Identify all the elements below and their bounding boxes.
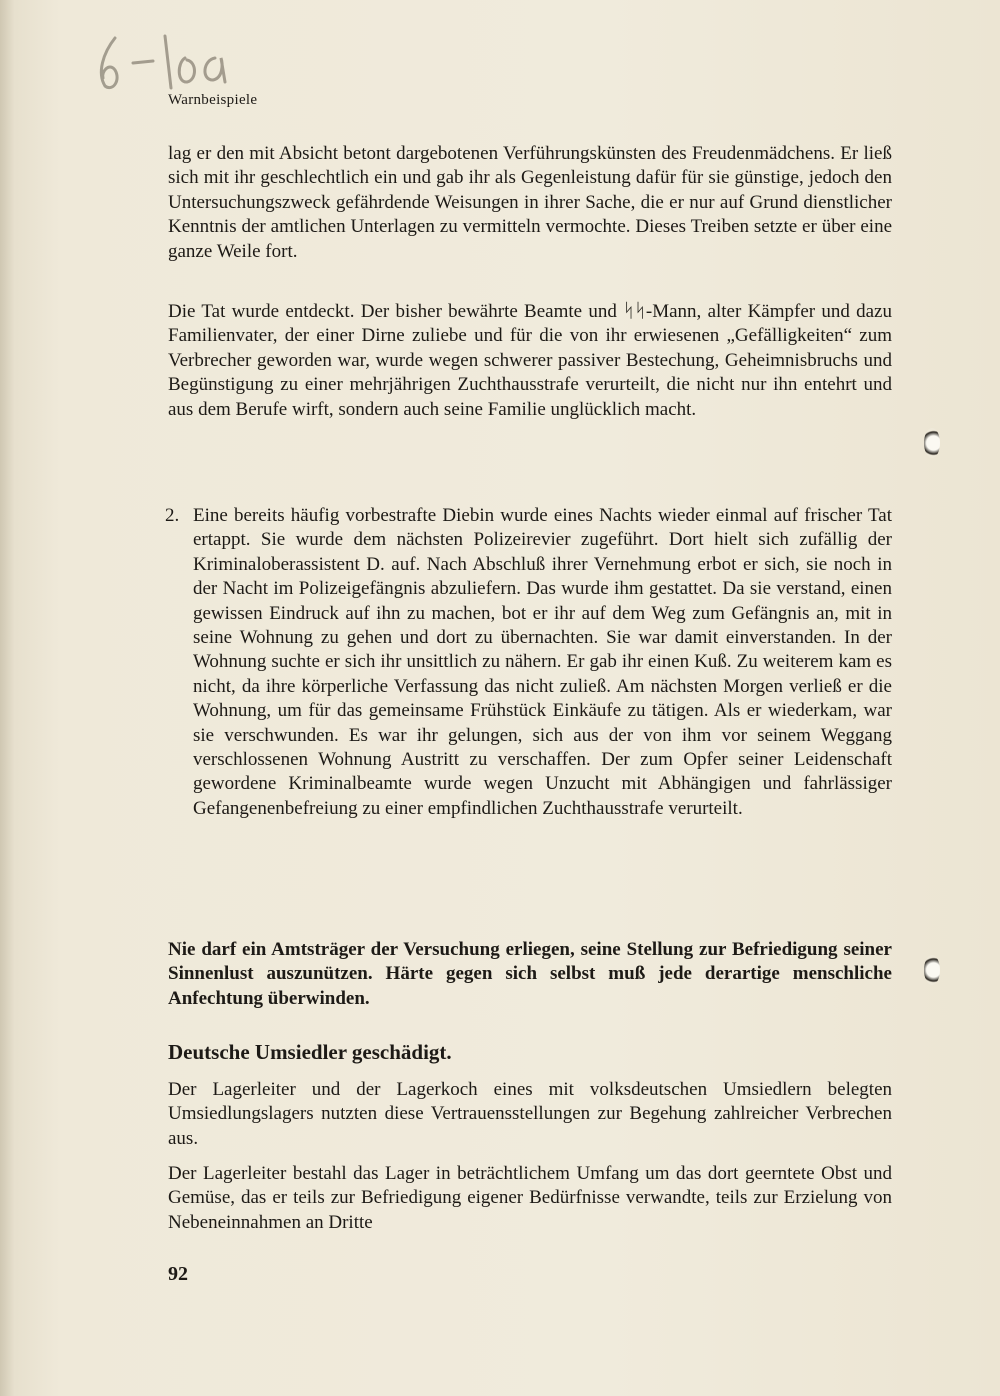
list-item-number: 2. [165, 505, 180, 526]
punch-hole [924, 428, 940, 458]
page-binding-edge [0, 0, 14, 1396]
punch-hole [924, 955, 940, 985]
paragraph: Die Tat wurde entdeckt. Der bisher bewährte Beamte und ᛋᛋ-Mann, alter Kämpfer und dazu Familienvater, der einer Dirne zuliebe und für die von ihr erwiesenen „Gefälligkeiten“ zum Verbrecher geworden war, wurde wegen schwerer passiver Bestechung, Geheimnisbruchs und Begünstigung zu einer mehrjährigen Zuchthausstrafe verurteilt, die nicht nur ihn entehrt und aus dem Berufe wirft, sondern auch seine Familie unglücklich macht. [168, 301, 892, 420]
handwritten-note [85, 18, 275, 98]
paragraph: Der Lagerleiter bestahl das Lager in beträchtlichem Umfang um das dort geerntete Obst und Gemüse, das er teils zur Befriedigung eigener Bedürfnisse verwandte, teils zur Erzielung von Nebeneinnahmen an Dritte [168, 1163, 892, 1233]
section-heading: Deutsche Umsiedler geschädigt. [168, 1040, 452, 1064]
paragraph: Der Lagerleiter und der Lagerkoch eines mit volksdeutschen Umsiedlern belegten Umsiedlungslagers nutzten diese Vertrauensstellungen zur Begehung zahlreicher Verbrechen aus. [168, 1079, 892, 1149]
running-head: Warnbeispiele [168, 92, 258, 108]
warning-paragraph: Nie darf ein Amtsträger der Versuchung erliegen, seine Stellung zur Befriedigung seiner Sinnenlust auszunützen. Härte gegen sich selbst muß jede derartige menschliche Anfechtung überwinden. [168, 939, 892, 1009]
list-item-text: Eine bereits häufig vorbestrafte Diebin wurde eines Nachts wieder einmal auf frischer Tat ertappt. Sie wurde dem nächsten Polizeirevier zugeführt. Dort hielt sich zufällig der Kriminaloberassistent D. auf. Nach Abschluß ihrer Vernehmung erbot er sich, sie noch in der Nacht im Polizeigefängnis abzuliefern. Das wurde ihm gestattet. Da sie verstand, einen gewissen Eindruck auf ihn zu machen, bot er ihr auf dem Weg zum Gefängnis an, mit in seine Wohnung zu gehen und dort zu übernachten. Sie war damit einverstanden. In der Wohnung suchte er sich ihr unsittlich zu nähern. Er gab ihr einen Kuß. Zu weiterem kam es nicht, da ihre körperliche Verfassung das nicht zuließ. Am nächsten Morgen verließ er die Wohnung, um für das gemeinsame Frühstück Einkäufe zu tätigen. Als er wiederkam, war sie verschwunden. Es war ihr gelungen, sich aus der von ihm vor seinem Weggang verschlossenen Wohnung Austritt zu verschaffen. Der zum Opfer seiner Leidenschaft gewordene Kriminalbeamte wurde wegen Unzucht mit Abhängigen und fahrlässiger Gefangenenbefreiung zu einer empfindlichen Zuchthausstrafe verurteilt. [193, 505, 892, 819]
page-number: 92 [168, 1263, 188, 1285]
paragraph: lag er den mit Absicht betont dargebotenen Verführungskünsten des Freudenmädchens. Er ließ sich mit ihr geschlechtlich ein und gab ihr als Gegenleistung dafür für sie günstige, jedoch den Untersuchungszweck gefährdende Weisungen in ihrer Sache, die er nur auf Grund dienstlicher Kenntnis der amtlichen Unterlagen zu vermitteln vermochte. Dieses Treiben setzte er über eine ganze Weile fort. [168, 143, 892, 262]
